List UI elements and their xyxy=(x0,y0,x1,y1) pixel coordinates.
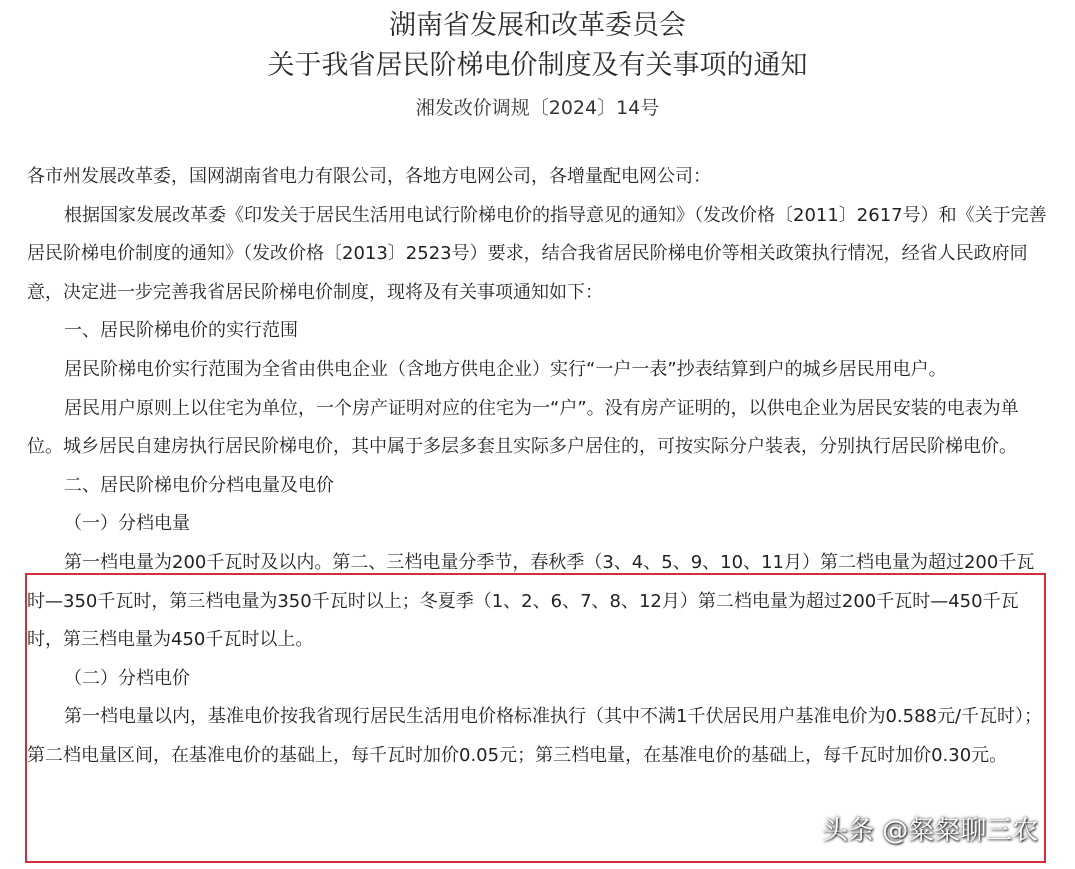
section-2-heading: 二、居民阶梯电价分档电量及电价 xyxy=(64,474,334,496)
addressee-line: 各市州发展改革委，国网湖南省电力有限公司，各地方电网公司，各增量配电网公司： xyxy=(27,166,711,187)
subsection-1-paragraph: 第一档电量为200千瓦时及以内。第二、三档电量分季节，春秋季（3、4、5、9、10、11月）第二档电量为超过200千瓦时—350千瓦时，第三档电量为350千瓦时以上；冬夏季（1、2、6、7、8、12月）第二档电量为超过200千瓦时—450千瓦时，第三档电量为450千瓦时以上。 xyxy=(27,551,1035,651)
subsection-1-heading: （一）分档电量 xyxy=(64,513,190,535)
section-1-scope-paragraph: 居民阶梯电价实行范围为全省由供电企业（含地方供电企业）实行“一户一表”抄表结算到户的城乡居民用电户。 xyxy=(64,358,947,380)
document-header xyxy=(0,6,1075,126)
subsection-2-paragraph: 第一档电量以内，基准电价按我省现行居民生活用电价格标准执行（其中不满1千伏居民用户基准电价为0.588元/千瓦时）；第二档电量区间，在基准电价的基础上，每千瓦时加价0.05元；第三档电量，在基准电价的基础上，每千瓦时加价0.30元。 xyxy=(27,706,1043,766)
intro-paragraph: 根据国家发展改革委《印发关于居民生活用电试行阶梯电价的指导意见的通知》（发改价格〔2011〕2617号）和《关于完善居民阶梯电价制度的通知》（发改价格〔2013〕2523号）要求，结合我省居民阶梯电价等相关政策执行情况，经省人民政府同意，决定进一步完善我省居民阶梯电价制度，现将及有关事项通知如下： xyxy=(27,204,1047,303)
section-1-household-paragraph: 居民用户原则上以住宅为单位，一个房产证明对应的住宅为一“户”。没有房产证明的，以供电企业为居民安装的电表为单位。城乡居民自建房执行居民阶梯电价，其中属于多层多套且实际多户居住的，可按实际分户装表，分别执行居民阶梯电价。 xyxy=(27,397,1019,458)
document-body xyxy=(27,158,1051,776)
issuer-title: 湖南省发展和改革委员会 xyxy=(389,10,686,41)
section-1-heading: 一、居民阶梯电价的实行范围 xyxy=(64,320,298,342)
subsection-2-heading: （二）分档电价 xyxy=(64,667,190,689)
notice-title: 关于我省居民阶梯电价制度及有关事项的通知 xyxy=(267,50,808,81)
source-watermark: 头条 @粲粲聊三农 xyxy=(822,816,1039,846)
document-number: 湘发改价调规〔2024〕14号 xyxy=(415,97,660,119)
